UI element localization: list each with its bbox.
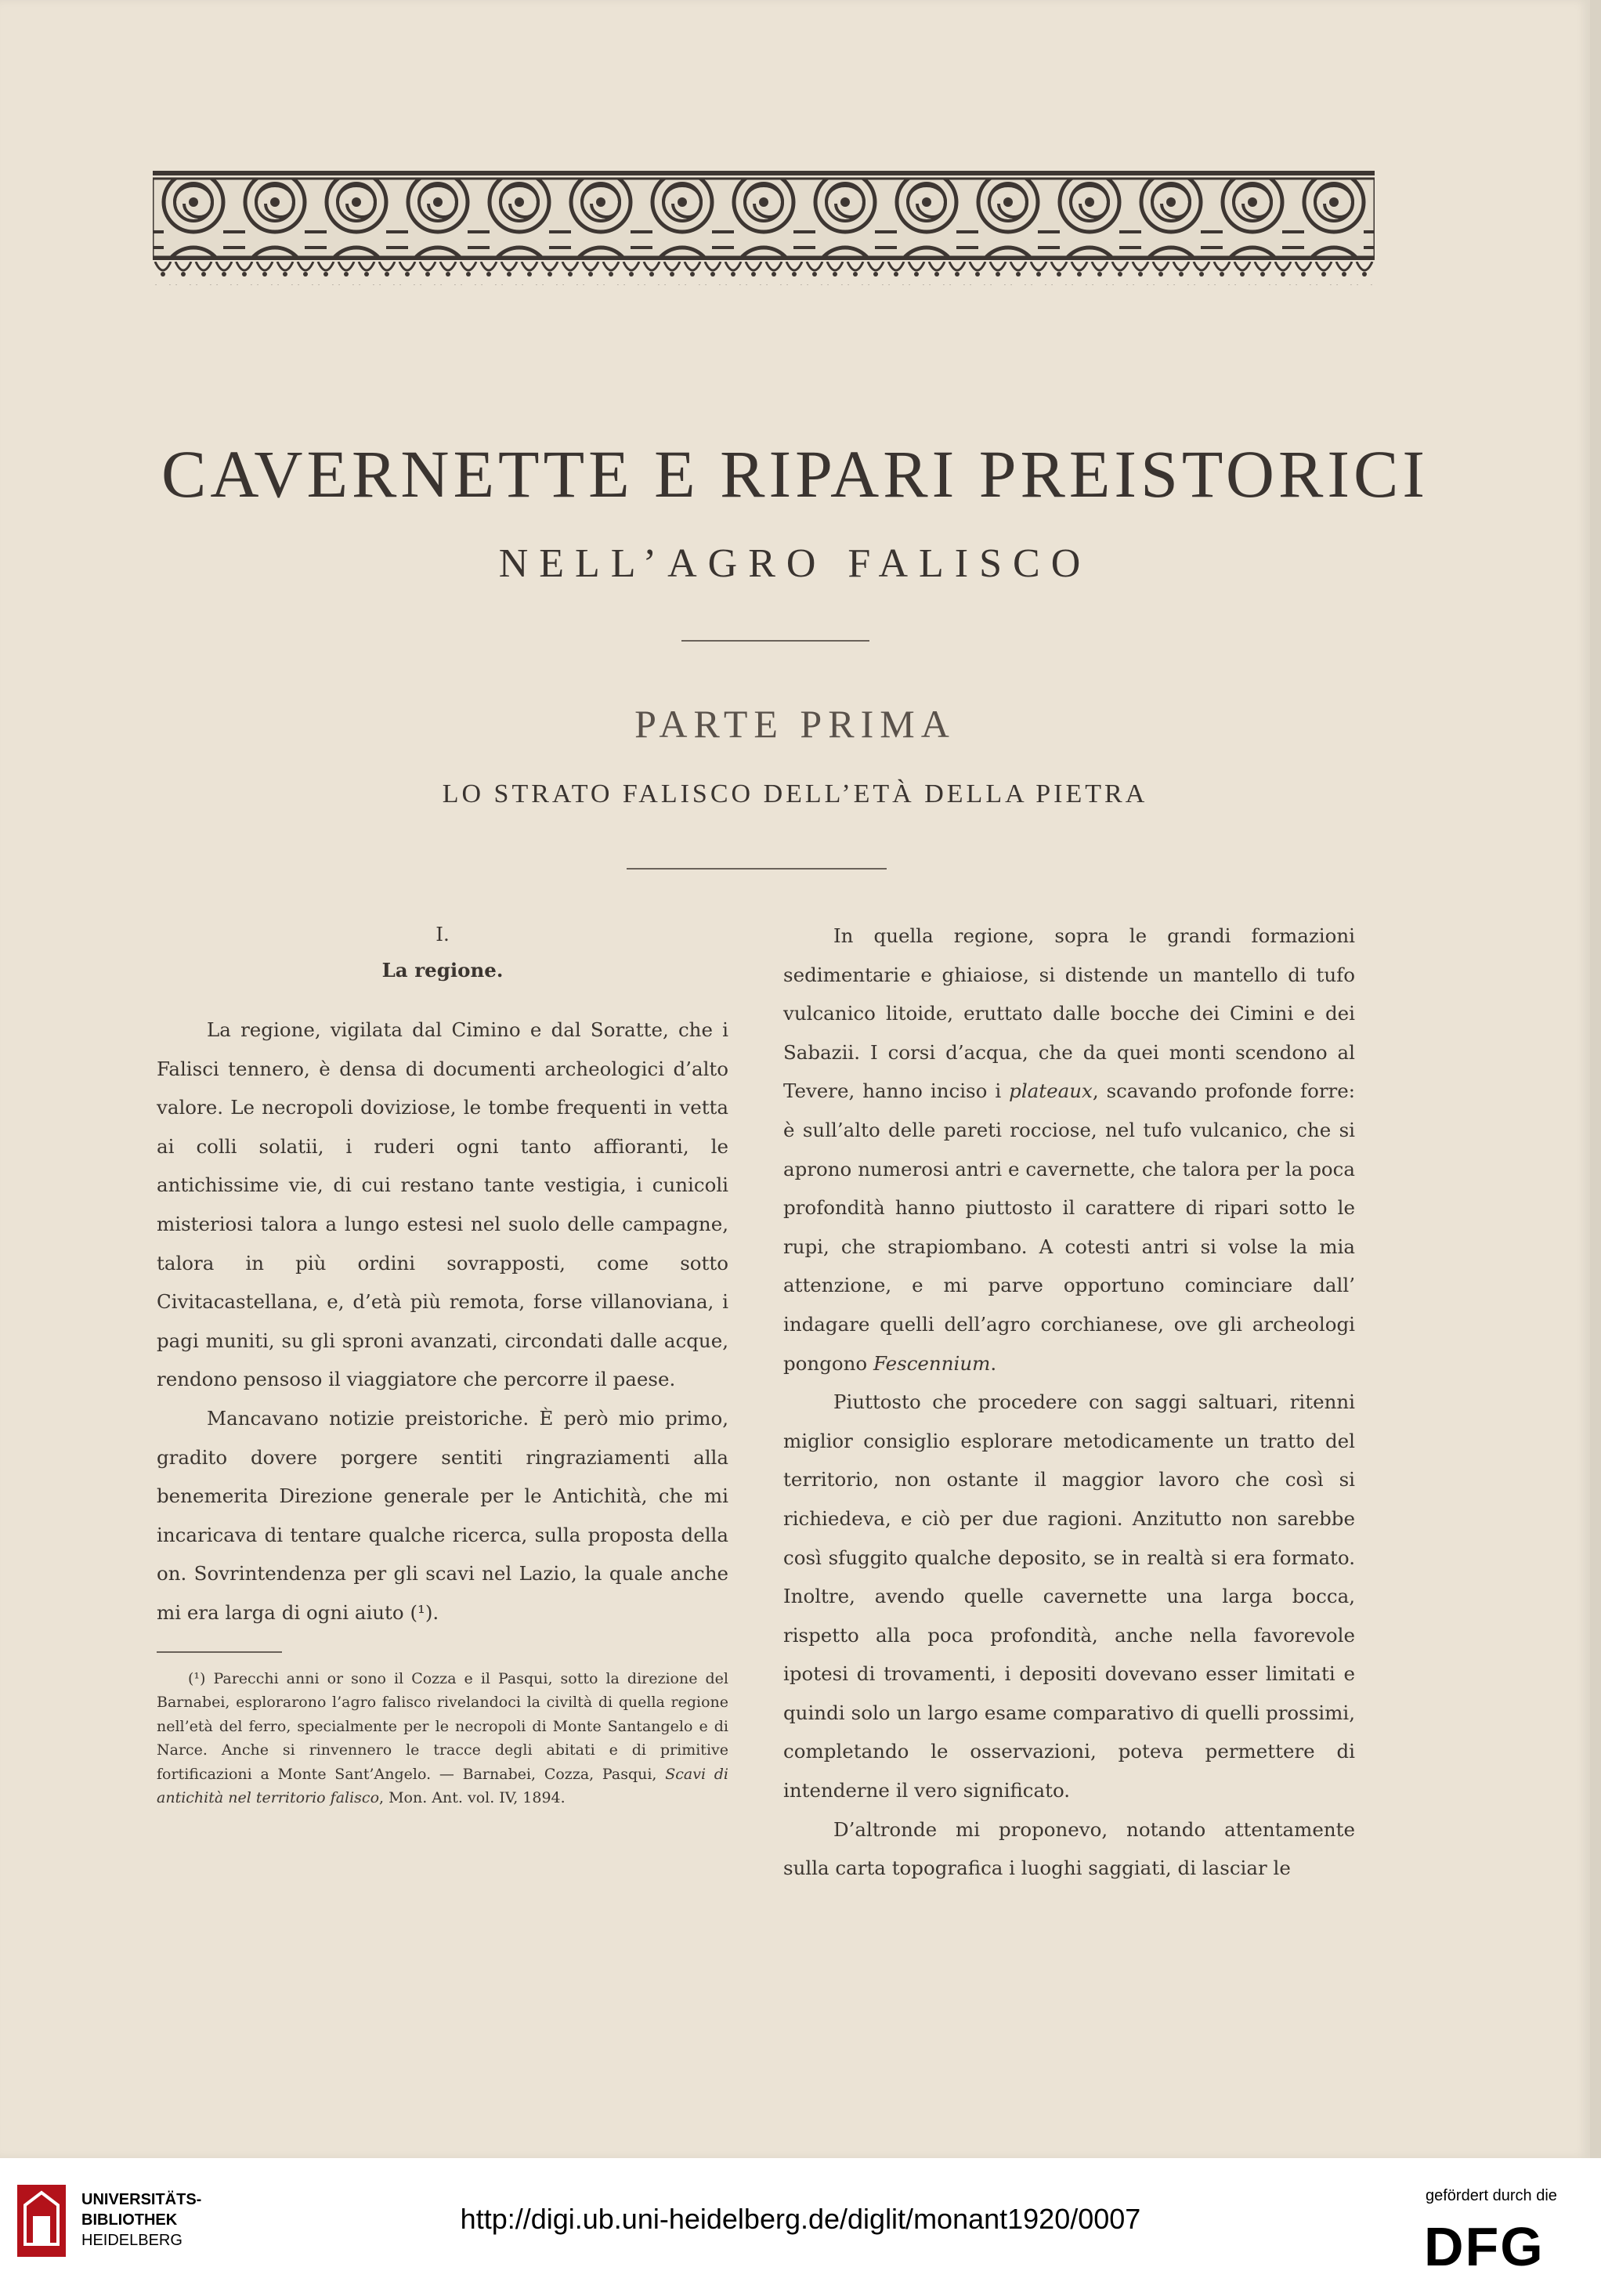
paragraph: Piuttosto che procedere con saggi saltuari, ritenni miglior consiglio esplorare metodicamente un tratto del territorio, non ostante il maggior lavoro che così si richiedeva, e ciò per due ragioni. Anzitutto non sarebbe così sfuggito qualche deposito, se in realtà si era formato. Inoltre, avendo quelle cavernette una larga bocca, rispetto alla poca profondità, anche nella favorevole ipotesi di trovamenti, i depositi dovevano esser limitati e quindi solo un largo esame comparativo di quelli prossimi, completando le osservazioni, poteva permettere di intenderne il vero significato. <box>783 1390 1355 1802</box>
part-title: PARTE PRIMA <box>634 702 956 746</box>
title-divider <box>681 640 869 642</box>
paragraph: La regione, vigilata dal Cimino e dal Soratte, che i Falisci tennero, è densa di documenti archeologici d’alto valore. Le necropoli doviziose, le tombe frequenti in vetta ai colli solatii, i ruderi ogni tanto affioranti, le antichissime vie, di cui restano tante vestigia, i cunicoli misteriosi talora a lungo estesi nel suolo delle campagne, talora in più ordini sovrapposti, come sotto Civitacastellana, e, d’età più remota, forse villanoviana, i pagi muniti, su gli sproni avanzati, circondati dalle acque, rendono pensoso il viaggiatore che percorre il paese. <box>157 1018 728 1391</box>
ornamental-header-band <box>153 165 1375 286</box>
sponsor-caption: gefördert durch die <box>1426 2187 1557 2204</box>
left-column <box>157 917 728 1810</box>
paragraph: D’altronde mi proponevo, notando attentamente sulla carta topografica i luoghi saggiati, di lasciar le <box>783 1817 1355 1880</box>
paragraph-text: In quella regione, sopra le grandi formazioni sedimentarie e ghiaiose, si distende un mantello di tufo vulcanico litoide, eruttato dalle bocche dei Cimini e dei Sabazii. I corsi d’acqua, che da quei monti scendono al Tevere, hanno inciso i <box>783 924 1355 1103</box>
section-title: La regione. <box>381 959 504 982</box>
logo-line: UNIVERSITÄTS- <box>81 2191 202 2208</box>
section-number: I. <box>435 923 450 946</box>
logo-line: BIBLIOTHEK <box>81 2211 178 2229</box>
italic-term: Fescennium <box>873 1351 991 1375</box>
italic-term: plateaux <box>1009 1079 1093 1103</box>
paragraph <box>783 917 1355 1383</box>
part-subtitle: LO STRATO FALISCO DELL’ETÀ DELLA PIETRA <box>442 779 1148 808</box>
part-divider <box>627 868 887 870</box>
logo-line: HEIDELBERG <box>81 2232 183 2249</box>
footnote-citation-end: , Mon. Ant. vol. IV, 1894. <box>379 1789 566 1806</box>
paragraph: Mancavano notizie preistoriche. È però mio primo, gradito dovere porgere sentiti ringraziamenti alla benemerita Direzione generale per le Antichità, che mi incaricava di tentare qualche ricerca, sulla proposta della on. Sovrintendenza per gli scavi nel Lazio, la quale anche mi era larga di ogni aiuto (¹). <box>157 1406 728 1624</box>
page-edge <box>1590 0 1601 2158</box>
dfg-logo[interactable]: DFG <box>1424 2216 1545 2277</box>
paragraph-text: . <box>990 1351 997 1375</box>
permalink-url[interactable]: http://digi.ub.uni-heidelberg.de/diglit/monant1920/0007 <box>460 2203 1141 2235</box>
article-subtitle: NELL’AGRO FALISCO <box>498 541 1092 586</box>
footnote <box>157 1667 728 1810</box>
article-title: CAVERNETTE E RIPARI PREISTORICI <box>161 436 1429 512</box>
footnote-text: (¹) Parecchi anni or sono il Cozza e il Pasqui, sotto la direzione del Barnabei, esplorarono l’agro falisco rivelandoci la civiltà di quella regione nell’età del ferro, specialmente per le necropoli di Monte Santangelo e di Narce. Anche si rinvennero le tracce degli abitati e di primitive fortificazioni a Monte Sant’Angelo. — Barnabei, Cozza, Pasqui, <box>157 1669 728 1783</box>
right-column <box>783 917 1355 1888</box>
paragraph-text: , scavando profonde forre: è sull’alto delle pareti rocciose, nel tufo vulcanico, che si aprono numerosi antri e cavernette, che talora per la poca profondità hanno piuttosto il carattere di ripari sotto le rupi, che strapiombano. A cotesti antri si volse la mia attenzione, e mi parve opportuno cominciare dall’ indagare quelli dell’agro corchianese, ove gli archeologi pongono <box>783 1079 1355 1375</box>
footnote-divider <box>157 1651 282 1653</box>
footnote-cited-title: Scavi di antichità nel territorio falisco <box>157 1765 728 1806</box>
